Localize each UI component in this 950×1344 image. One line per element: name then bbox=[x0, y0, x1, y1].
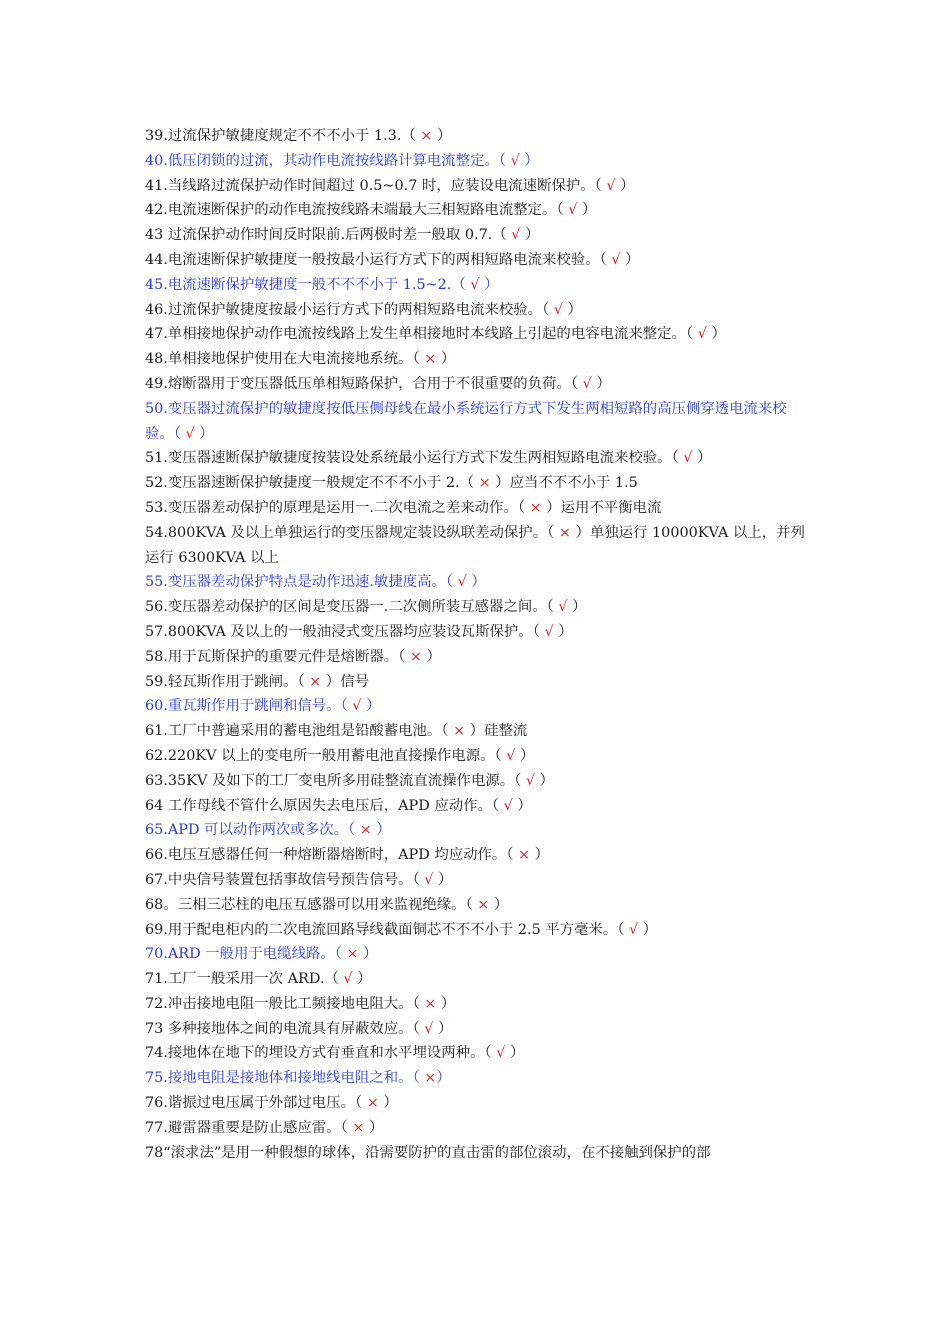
question-item bbox=[145, 1066, 815, 1091]
question-tail: ） bbox=[620, 251, 640, 268]
question-tail: ） bbox=[530, 847, 550, 864]
question-tail: ） bbox=[591, 375, 611, 392]
question-item bbox=[145, 1041, 815, 1066]
question-tail: ） bbox=[515, 747, 535, 764]
question-item bbox=[145, 918, 815, 943]
question-text: 76.谐振过电压属于外部过电压。（ bbox=[145, 1095, 367, 1112]
question-text: 60.重瓦斯作用于跳闸和信号。（ bbox=[145, 698, 353, 715]
question-text: 71.工厂一般采用一次 ARD.（ bbox=[145, 971, 344, 988]
question-tail: ） bbox=[520, 227, 540, 244]
question-text: 52.变压器速断保护敏捷度一般规定不不不小于 2.（ bbox=[145, 475, 479, 492]
question-item bbox=[145, 670, 815, 695]
question-text: 57.800KVA 及以上的一般油浸式变压器均应装设瓦斯保护。（ bbox=[145, 623, 545, 640]
cross-mark-icon: × bbox=[420, 128, 433, 144]
question-tail: ）应当不不不小于 1.5 bbox=[490, 475, 638, 492]
check-mark-icon: √ bbox=[525, 772, 536, 789]
question-item bbox=[145, 595, 815, 620]
cross-mark-icon: × bbox=[359, 822, 372, 839]
question-item bbox=[145, 198, 815, 223]
document-page bbox=[145, 124, 815, 1165]
question-text: 61.工厂中普遍采用的蓄电池组是铅酸蓄电池。（ bbox=[145, 723, 454, 740]
check-mark-icon: √ bbox=[352, 698, 362, 715]
question-item bbox=[145, 446, 815, 471]
question-text: 58.用于瓦斯保护的重要元件是熔断器。（ bbox=[145, 648, 410, 665]
cross-mark-icon: × bbox=[366, 1095, 379, 1112]
question-item bbox=[145, 967, 815, 992]
question-text: 66.电压互感器任何一种熔断器熔断时，APD 均应动作。（ bbox=[145, 847, 519, 864]
question-tail: ） bbox=[505, 1045, 525, 1062]
cross-mark-icon: × bbox=[424, 995, 437, 1012]
question-tail: ） bbox=[436, 1070, 451, 1087]
question-item bbox=[145, 1141, 815, 1166]
question-text: 49.熔断器用于变压器低压单相短路保护，合用于不很重要的负荷。（ bbox=[145, 375, 583, 392]
check-mark-icon: √ bbox=[544, 623, 554, 640]
question-text: 70.ARD 一般用于电缆线路。（ bbox=[145, 946, 347, 963]
question-item bbox=[145, 694, 815, 719]
check-mark-icon: √ bbox=[568, 202, 578, 219]
question-tail: ） bbox=[352, 971, 372, 988]
question-text: 55.变压器差动保护特点是动作迅速.敏捷度高。（ bbox=[145, 574, 458, 591]
question-tail: ）硅整流 bbox=[465, 723, 528, 740]
question-item bbox=[145, 471, 815, 496]
question-text: 53.变压器差动保护的原理是运用一.二次电流之差来动作。（ bbox=[145, 499, 530, 516]
question-text: 56.变压器差动保护的区间是变压器一.二次侧所装互感器之间。（ bbox=[145, 599, 559, 616]
question-text: 72.冲击接地电阻一般比工频接地电阻大。（ bbox=[145, 995, 425, 1012]
cross-mark-icon: × bbox=[424, 1070, 437, 1087]
question-tail: ） bbox=[433, 1020, 453, 1037]
question-item bbox=[145, 744, 815, 769]
question-item bbox=[145, 372, 815, 397]
check-mark-icon: √ bbox=[697, 326, 707, 343]
question-tail: ） bbox=[519, 152, 539, 169]
question-text: 48.单相接地保护使用在大电流接地系统。（ bbox=[145, 351, 425, 368]
question-tail: ） bbox=[194, 425, 214, 442]
question-item bbox=[145, 298, 815, 323]
question-item bbox=[145, 942, 815, 967]
question-text: 65.APD 可以动作两次或多次。（ bbox=[145, 822, 360, 839]
question-text: 51.变压器速断保护敏捷度按装设处系统最小运行方式下发生两相短路电流来校验。（ bbox=[145, 450, 684, 467]
question-item bbox=[145, 868, 815, 893]
question-tail: ） bbox=[535, 772, 555, 789]
question-text: 44.电流速断保护敏捷度一般按最小运行方式下的两相短路电流来校验。（ bbox=[145, 251, 612, 268]
question-item bbox=[145, 719, 815, 744]
question-item bbox=[145, 1116, 815, 1141]
check-mark-icon: √ bbox=[424, 1020, 434, 1037]
question-tail: ）运用不平衡电流 bbox=[541, 499, 662, 516]
question-tail: ） bbox=[358, 946, 378, 963]
question-item bbox=[145, 620, 815, 645]
question-text: 47.单相接地保护动作电流按线路上发生单相接地时本线路上引起的电容电流来整定。（ bbox=[145, 326, 698, 343]
question-text: 74.接地体在地下的埋设方式有垂直和水平埋设两种。（ bbox=[145, 1045, 497, 1062]
cross-mark-icon: × bbox=[352, 1119, 365, 1136]
check-mark-icon: √ bbox=[611, 251, 621, 268]
question-item bbox=[145, 124, 815, 149]
question-item bbox=[145, 273, 815, 298]
check-mark-icon: √ bbox=[343, 971, 353, 988]
question-tail: ） bbox=[553, 623, 573, 640]
question-text: 45.电流速断保护敏捷度一般不不不小于 1.5~2.（ bbox=[145, 276, 471, 293]
question-item bbox=[145, 496, 815, 521]
question-item bbox=[145, 843, 815, 868]
cross-mark-icon: × bbox=[424, 351, 437, 368]
cross-mark-icon: × bbox=[477, 896, 490, 913]
question-tail: ） bbox=[436, 995, 456, 1012]
question-tail: ） bbox=[421, 648, 441, 665]
check-mark-icon: √ bbox=[496, 1045, 506, 1062]
cross-mark-icon: × bbox=[558, 524, 571, 541]
question-text: 62.220KV 以上的变电所一般用蓄电池直接操作电源。（ bbox=[145, 747, 507, 764]
question-tail: ）信号 bbox=[321, 673, 369, 690]
question-text: 41.当线路过流保护动作时间超过 0.5~0.7 时，应装设电流速断保护。（ bbox=[145, 177, 607, 194]
question-item bbox=[145, 1091, 815, 1116]
question-tail: ） bbox=[433, 871, 453, 888]
question-item bbox=[145, 893, 815, 918]
question-tail: ） bbox=[692, 450, 712, 467]
question-text: 67.中央信号装置包括事故信号预告信号。（ bbox=[145, 871, 425, 888]
question-item bbox=[145, 149, 815, 174]
cross-mark-icon: × bbox=[409, 648, 422, 665]
check-mark-icon: √ bbox=[558, 599, 568, 616]
question-tail: ） bbox=[638, 921, 658, 938]
question-item bbox=[145, 570, 815, 595]
question-item bbox=[145, 645, 815, 670]
question-text: 40.低压闭锁的过流，其动作电流按线路计算电流整定。（ bbox=[145, 152, 511, 169]
question-text: 73 多种接地体之间的电流具有屏蔽效应。（ bbox=[145, 1020, 425, 1037]
question-tail: ） bbox=[489, 896, 509, 913]
question-text: 75.接地电阻是接地体和接地线电阻之和。（ bbox=[145, 1070, 425, 1087]
question-tail: ） bbox=[364, 1119, 384, 1136]
question-text: 39.过流保护敏捷度规定不不不小于 1.3.（ bbox=[145, 128, 421, 144]
question-item bbox=[145, 223, 815, 248]
question-text: 54.800KVA 及以上单独运行的变压器规定装设纵联差动保护。（ bbox=[145, 524, 559, 541]
check-mark-icon: √ bbox=[503, 797, 513, 814]
check-mark-icon: √ bbox=[511, 227, 521, 244]
cross-mark-icon: × bbox=[518, 847, 531, 864]
question-list bbox=[145, 124, 815, 1165]
question-tail: ） bbox=[512, 797, 532, 814]
question-text: 46.过流保护敏捷度按最小运行方式下的两相短路电流来校验。（ bbox=[145, 301, 554, 318]
question-tail: ） bbox=[378, 1095, 398, 1112]
question-item bbox=[145, 397, 815, 447]
question-item bbox=[145, 248, 815, 273]
question-tail: ） bbox=[361, 698, 381, 715]
check-mark-icon: √ bbox=[424, 871, 434, 888]
check-mark-icon: √ bbox=[683, 450, 693, 467]
check-mark-icon: √ bbox=[185, 425, 195, 442]
question-item bbox=[145, 769, 815, 794]
question-item bbox=[145, 794, 815, 819]
question-text: 42.电流速断保护的动作电流按线路未端最大三相短路电流整定。（ bbox=[145, 202, 569, 219]
question-text: 69.用于配电柜内的二次电流回路导线截面铜芯不不不小于 2.5 平方毫米。（ bbox=[145, 921, 630, 938]
question-text: 50.变压器过流保护的敏捷度按低压侧母线在最小系统运行方式下发生两相短路的高压侧穿透电流来校验。（ bbox=[145, 400, 787, 442]
question-item bbox=[145, 174, 815, 199]
question-tail: ） bbox=[436, 351, 456, 368]
question-tail: ） bbox=[577, 202, 597, 219]
question-text: 43 过流保护动作时间反时限前.后两极时差一般取 0.7.（ bbox=[145, 227, 512, 244]
question-item bbox=[145, 322, 815, 347]
check-mark-icon: √ bbox=[457, 574, 467, 591]
question-text: 64 工作母线不管什么原因失去电压后，APD 应动作。（ bbox=[145, 797, 504, 814]
question-tail: ） bbox=[567, 599, 587, 616]
question-item bbox=[145, 818, 815, 843]
check-mark-icon: √ bbox=[629, 921, 639, 938]
cross-mark-icon: × bbox=[309, 673, 322, 690]
cross-mark-icon: × bbox=[478, 475, 491, 492]
question-text: 68。三相三芯柱的电压互感器可以用来监视绝缘。（ bbox=[145, 896, 478, 913]
question-text: 77.避雷器重要是防止感应雷。（ bbox=[145, 1119, 353, 1136]
question-tail: ） bbox=[466, 574, 486, 591]
cross-mark-icon: × bbox=[529, 499, 542, 516]
question-tail: ） bbox=[706, 326, 726, 343]
cross-mark-icon: × bbox=[453, 723, 466, 740]
question-tail: ） bbox=[432, 128, 452, 144]
check-mark-icon: √ bbox=[582, 375, 592, 392]
question-tail: ） bbox=[562, 301, 582, 318]
check-mark-icon: √ bbox=[606, 177, 616, 194]
check-mark-icon: √ bbox=[553, 301, 563, 318]
question-text: 78“滚求法”是用一种假想的球体，沿需要防护的直击雷的部位滚动，在不接触到保护的部 bbox=[145, 1144, 711, 1161]
check-mark-icon: √ bbox=[506, 747, 516, 764]
question-item bbox=[145, 1017, 815, 1042]
question-tail: ） bbox=[371, 822, 391, 839]
question-tail: ） bbox=[615, 177, 635, 194]
question-text: 63.35KV 及如下的工厂变电所多用硅整流直流操作电源。（ bbox=[145, 772, 526, 789]
check-mark-icon: √ bbox=[470, 276, 480, 293]
question-item bbox=[145, 521, 815, 571]
check-mark-icon: √ bbox=[510, 152, 520, 169]
question-tail: ） bbox=[479, 276, 499, 293]
question-item bbox=[145, 992, 815, 1017]
question-text: 59.轻瓦斯作用于跳闸。（ bbox=[145, 673, 310, 690]
question-tail: ）单独运行 10000KVA 以上，并列运行 6300KVA 以上 bbox=[145, 524, 805, 566]
cross-mark-icon: × bbox=[346, 946, 359, 963]
question-item bbox=[145, 347, 815, 372]
